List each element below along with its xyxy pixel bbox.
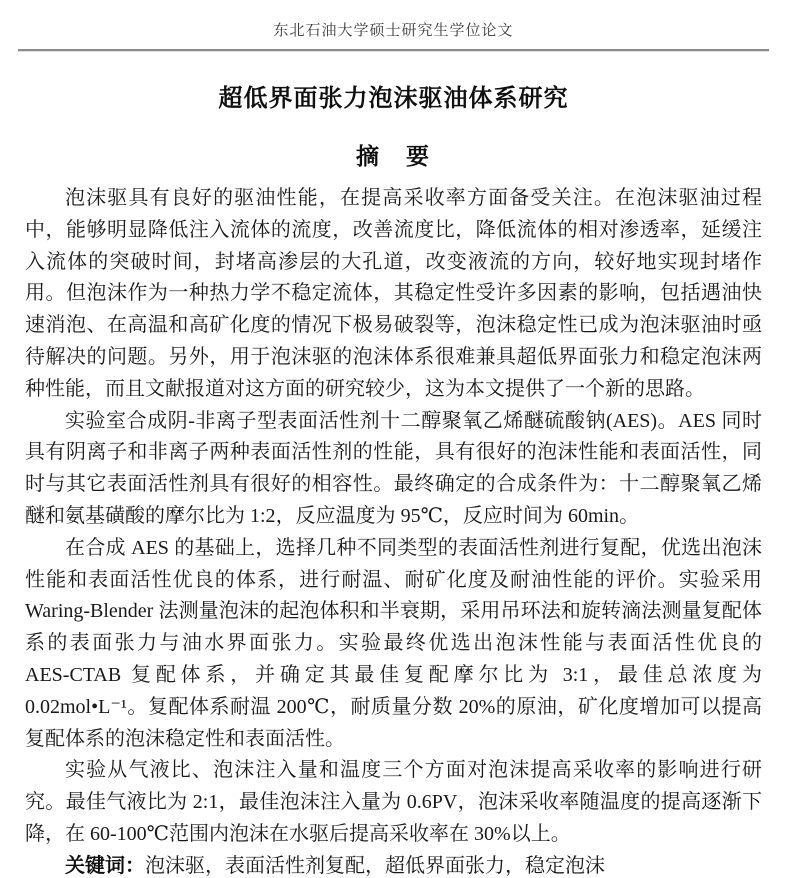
keywords-text: 泡沫驱，表面活性剂复配，超低界面张力，稳定泡沫 <box>145 854 605 877</box>
abstract-paragraph-2: 实验室合成阴-非离子型表面活性剂十二醇聚氧乙烯醚硫酸钠(AES)。AES 同时具有阴离子和非离子两种表面活性剂的性能，具有很好的泡沫性能和表面活性，同时与其它表面活性剂具有很好的相容性。最终确定的合成条件为：十二醇聚氧乙烯醚和氨基磺酸的摩尔比为 1:2，反应温度为 95℃，反应时间为 60min。 <box>25 409 763 527</box>
keywords-line <box>25 851 762 878</box>
running-header <box>25 22 762 52</box>
abstract-paragraph-4: 实验从气液比、泡沫注入量和温度三个方面对泡沫提高采收率的影响进行研究。最佳气液比为 2:1，最佳泡沫注入量为 0.6PV，泡沫采收率随温度的提高逐渐下降，在 60-100℃范围内泡沫在水驱后提高采收率在 30%以上。 <box>25 759 763 845</box>
abstract-heading: 摘 要 <box>356 143 431 169</box>
header-rule <box>18 49 769 52</box>
thesis-title: 超低界面张力泡沫驱油体系研究 <box>218 85 569 112</box>
running-header-text: 东北石油大学硕士研究生学位论文 <box>273 23 514 39</box>
abstract-paragraph-3: 在合成 AES 的基础上，选择几种不同类型的表面活性剂进行复配，优选出泡沫性能和表面活性优良的体系，进行耐温、耐矿化度及耐油性能的评价。实验采用 Waring-Blender 法测量泡沫的起泡体积和半衰期，采用吊环法和旋转滴法测量复配体系的表面张力与油水界面张力。实验最终优选出泡沫性能与表面活性优良的 AES-CTAB 复配体系，并确定其最佳复配摩尔比为 3:1，最佳总浓度为 0.02mol•L⁻¹。复配体系耐温 200℃，耐质量分数 20%的原油，矿化度增加可以提高复配体系的泡沫稳定性和表面活性。 <box>25 536 763 750</box>
abstract-body <box>25 183 762 878</box>
abstract-paragraph-1: 泡沫驱具有良好的驱油性能，在提高采收率方面备受关注。在泡沫驱油过程中，能够明显降低注入流体的流度，改善流度比，降低流体的相对渗透率，延缓注入流体的突破时间，封堵高渗层的大孔道，改变液流的方向，较好地实现封堵作用。但泡沫作为一种热力学不稳定流体，其稳定性受许多因素的影响，包括遇油快速消泡、在高温和高矿化度的情况下极易破裂等，泡沫稳定性已成为泡沫驱油时亟待解决的问题。另外，用于泡沫驱的泡沫体系很难兼具超低界面张力和稳定泡沫两种性能，而且文献报道对这方面的研究较少，这为本文提供了一个新的思路。 <box>25 187 762 400</box>
keywords-label: 关键词： <box>65 854 145 877</box>
